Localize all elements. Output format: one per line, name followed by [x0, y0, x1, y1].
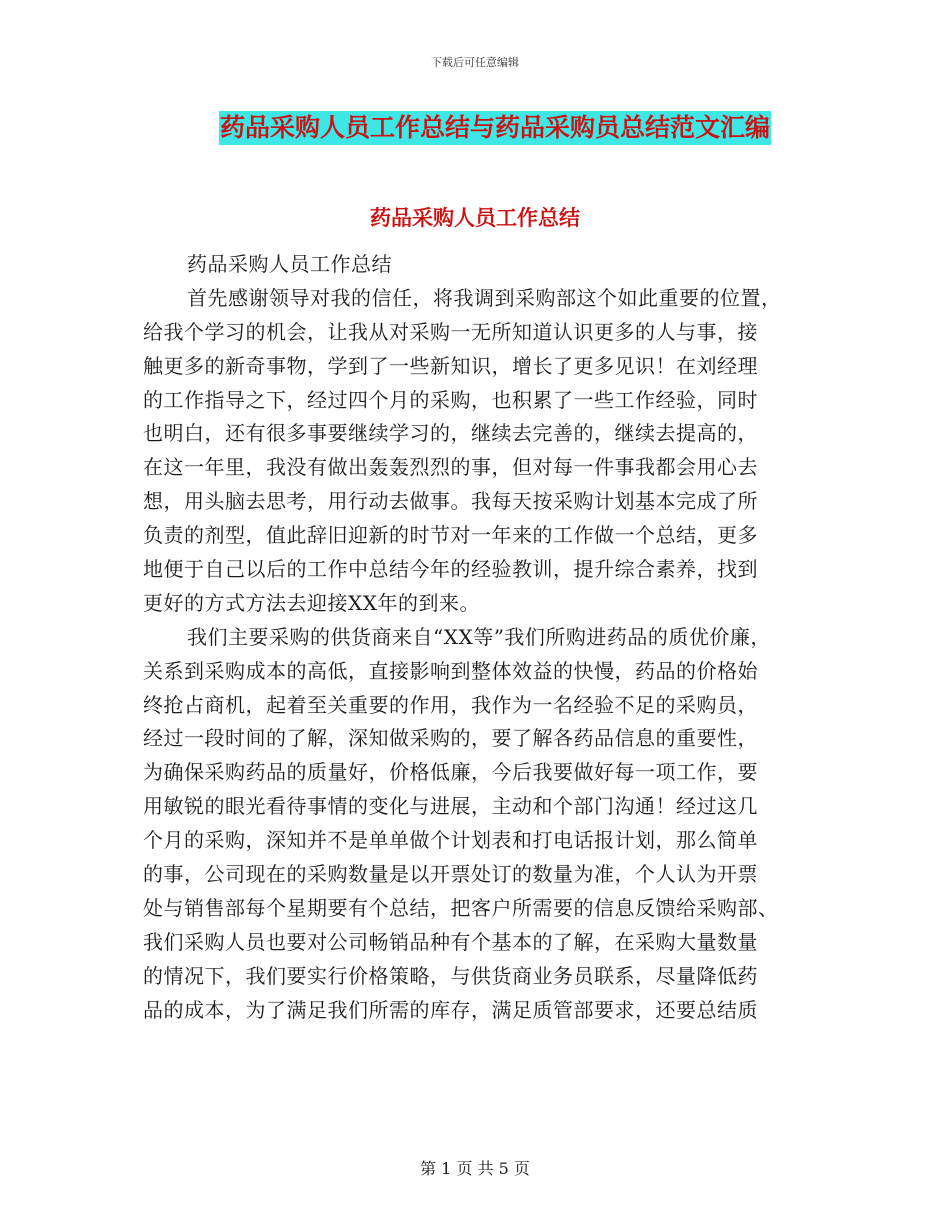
- body-line: 我们主要采购的供货商来自“XX等”我们所购进药品的质优价廉，: [187, 624, 771, 649]
- body-line: 经过一段时间的了解，深知做采购的，要了解各药品信息的重要性，: [143, 726, 758, 751]
- body-line: 地便于自己以后的工作中总结今年的经验教训，提升综合素养，找到: [143, 557, 758, 582]
- body-line: 我们采购人员也要对公司畅销品种有个基本的了解，在采购大量数量: [143, 929, 758, 954]
- body-line: 负责的剂型，值此辞旧迎新的时节对一年来的工作做一个总结，更多: [143, 523, 758, 548]
- body-line: 的事，公司现在的采购数量是以开票处订的数量为准，个人认为开票: [143, 862, 758, 887]
- body-line: 用敏锐的眼光看待事情的变化与进展，主动和个部门沟通！经过这几: [143, 794, 758, 819]
- body-line: 触更多的新奇事物，学到了一些新知识，增长了更多见识！在刘经理: [143, 353, 758, 378]
- body-line: 个月的采购，深知并不是单单做个计划表和打电话报计划，那么简单: [143, 828, 758, 853]
- body-line: 品的成本，为了满足我们所需的库存，满足质管部要求，还要总结质: [143, 997, 758, 1022]
- document-main-title: 药品采购人员工作总结与药品采购员总结范文汇编: [219, 111, 771, 145]
- page-header-note: 下载后可任意编辑: [431, 56, 519, 69]
- main-title-wrap: [0, 111, 950, 145]
- body-line: 的情况下，我们要实行价格策略，与供货商业务员联系，尽量降低药: [143, 963, 758, 988]
- body-line: 首先感谢领导对我的信任，将我调到采购部这个如此重要的位置，: [187, 285, 782, 310]
- body-line: 终抢占商机，起着至关重要的作用，我作为一名经验不足的采购员，: [143, 692, 758, 717]
- body-line: 关系到采购成本的高低，直接影响到整体效益的快慢，药品的价格始: [143, 658, 758, 683]
- section-title: 药品采购人员工作总结: [370, 206, 580, 230]
- body-line: 也明白，还有很多事要继续学习的，继续去完善的，继续去提高的，: [143, 421, 758, 446]
- body-line: 为确保采购药品的质量好，价格低廉，今后我要做好每一项工作，要: [143, 760, 758, 785]
- body-line: 处与销售部每个星期要有个总结，把客户所需要的信息反馈给采购部、: [143, 895, 779, 920]
- page-number-footer: 第 1 页 共 5 页: [420, 1159, 530, 1178]
- body-line: 给我个学习的机会，让我从对采购一无所知道认识更多的人与事，接: [143, 319, 758, 344]
- body-line: 的工作指导之下，经过四个月的采购，也积累了一些工作经验，同时: [143, 387, 758, 412]
- document-body: [143, 248, 815, 1027]
- body-line: 在这一年里，我没有做出轰轰烈烈的事，但对每一件事我都会用心去: [143, 455, 758, 480]
- body-line: 更好的方式方法去迎接XX年的到来。: [143, 590, 480, 615]
- body-line: 想，用头脑去思考，用行动去做事。我每天按采购计划基本完成了所: [143, 489, 758, 514]
- body-line: 药品采购人员工作总结: [187, 252, 392, 276]
